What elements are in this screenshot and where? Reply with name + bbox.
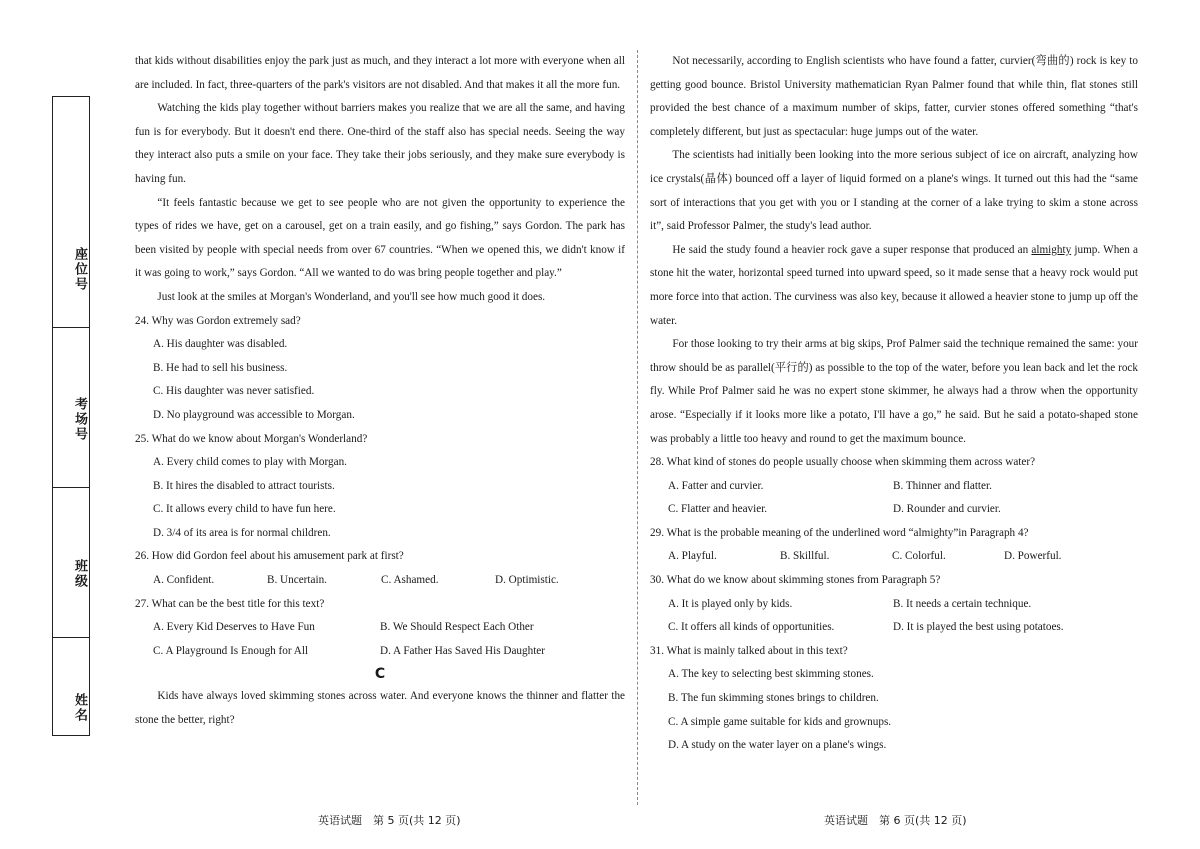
option-28a: A. Fatter and curvier. — [668, 479, 764, 492]
option-30b: B. It needs a certain technique. — [893, 597, 1032, 610]
options-27-row1 — [153, 616, 625, 640]
question-24: 24. Why was Gordon extremely sad? — [135, 314, 301, 327]
option-24c: C. His daughter was never satisfied. — [153, 385, 315, 398]
option-28c: C. Flatter and heavier. — [668, 503, 768, 516]
option-25a: A. Every child comes to play with Morgan. — [153, 456, 347, 469]
question-26: 26. How did Gordon feel about his amusement park at first? — [135, 550, 404, 563]
option-29c: C. Colorful. — [892, 550, 946, 563]
binding-divider — [53, 637, 89, 638]
options-29 — [668, 545, 1138, 569]
passage-paragraph — [650, 239, 1138, 333]
section-heading: C — [374, 666, 386, 683]
option-31c: C. A simple game suitable for kids and grownups. — [668, 715, 892, 728]
option-26d: D. Optimistic. — [495, 574, 559, 587]
option-26b: B. Uncertain. — [267, 574, 327, 587]
passage-paragraph: For those looking to try their arms at big skips, Prof Palmer said the technique remained the same: your throw should be as parallel(平行的) as possible to the top of the water, before you lean back and let the rock fly. While Prof Palmer said he was no expert stone skimmer, he always had a throw when the opportunity arose. “Especially if it looks more like a potato, I'll have a go,” he said. But he said a potato-shaped stone was probably a little too heavy and round to get the maximum bounce. — [650, 338, 1138, 445]
question-29: 29. What is the probable meaning of the underlined word “almighty”in Paragraph 4? — [650, 526, 1029, 539]
option-29d: D. Powerful. — [1004, 550, 1062, 563]
option-31d: D. A study on the water layer on a plane's wings. — [668, 739, 887, 752]
option-30a: A. It is played only by kids. — [668, 597, 793, 610]
options-30-row1 — [668, 593, 1138, 617]
class-label: 班级 — [72, 559, 87, 589]
option-31a: A. The key to selecting best skimming stones. — [668, 668, 874, 681]
options-30-row2 — [668, 616, 1138, 640]
passage-paragraph: Watching the kids play together without barriers makes you realize that we are all the same, and having fun is for everybody. But it doesn't end there. One-third of the staff also has special needs. Seeing the way they interact also puts a smile on your face. They take their jobs seriously, and they make sure everybody is having fun. — [135, 102, 625, 185]
passage-paragraph: The scientists had initially been looking into the more serious subject of ice on aircraft, analyzing how ice crystals(晶体) bounced off a layer of liquid formed on a plane's wings. It turned out this had the “same sort of interactions that you get with you or I standing at the corner of a lake trying to skim a stone across it”, said Professor Palmer, the study's lead author. — [650, 149, 1138, 233]
passage-paragraph: Not necessarily, according to English scientists who have found a fatter, curvier(弯曲的) rock is key to getting good bounce. Bristol University mathematician Ryan Palmer found that while thin, flat stones still provided the best chance of a maximum number of skips, fatter, curvier stones offered something “that's completely different, but just as spectacular: huge jumps out of the water. — [650, 55, 1138, 138]
option-26a: A. Confident. — [153, 574, 215, 587]
exam-room-label: 考场号 — [72, 397, 87, 442]
option-24b: B. He had to sell his business. — [153, 361, 288, 374]
options-28-row1 — [668, 475, 1138, 499]
question-27: 27. What can be the best title for this text? — [135, 597, 325, 610]
option-30d: D. It is played the best using potatoes. — [893, 621, 1064, 634]
page-footer-right: 英语试题 第 6 页(共 12 页) — [824, 814, 967, 827]
option-27a: A. Every Kid Deserves to Have Fun — [153, 621, 315, 634]
question-28: 28. What kind of stones do people usually choose when skimming them across water? — [650, 456, 1036, 469]
option-31b: B. The fun skimming stones brings to children. — [668, 692, 879, 705]
option-26c: C. Ashamed. — [381, 574, 439, 587]
column-divider — [637, 50, 638, 805]
page-footer-left: 英语试题 第 5 页(共 12 页) — [318, 814, 461, 827]
passage-paragraph: “It feels fantastic because we get to see people who are not given the opportunity to experience the types of rides we have, get on a carousel, get on a train easily, and go fishing,” says Gordon. The park has been visited by people with special needs from over 67 countries. “When we opened this, we didn't know if it was going to work,” says Gordon. “All we wanted to do was bring people together and play.” — [135, 196, 625, 280]
option-27b: B. We Should Respect Each Other — [380, 621, 534, 634]
options-27-row2 — [153, 640, 625, 664]
option-28d: D. Rounder and curvier. — [893, 503, 1001, 516]
passage-paragraph: that kids without disabilities enjoy the park just as much, and they interact a lot more with everyone when all are included. In fact, three-quarters of the park's visitors are not disabled. And that makes it all the more fun. — [135, 55, 625, 91]
name-label: 姓名 — [72, 693, 87, 723]
question-25: 25. What do we know about Morgan's Wonderland? — [135, 432, 368, 445]
option-25d: D. 3/4 of its area is for normal children. — [153, 526, 331, 539]
options-28-row2 — [668, 498, 1138, 522]
right-page-column — [650, 50, 1138, 758]
binding-divider — [53, 487, 89, 488]
option-24a: A. His daughter was disabled. — [153, 338, 288, 351]
binding-strip — [52, 96, 90, 736]
option-29b: B. Skillful. — [780, 550, 830, 563]
option-24d: D. No playground was accessible to Morgan. — [153, 408, 355, 421]
options-26 — [153, 569, 625, 593]
passage-text: jump. When a stone hit the water, horizontal speed turned into upward speed, so it made sense that a heavy rock would put more force into that action. The curviness was also key, because it allowed a heavier stone to jump up off the water. — [650, 243, 1139, 327]
passage-text: He said the study found a heavier rock gave a super response that produced an — [672, 243, 1029, 256]
underlined-word: almighty — [1031, 243, 1072, 256]
option-28b: B. Thinner and flatter. — [893, 479, 992, 492]
left-page-column — [135, 50, 625, 733]
question-31: 31. What is mainly talked about in this text? — [650, 644, 848, 657]
option-25c: C. It allows every child to have fun here. — [153, 503, 336, 516]
option-27c: C. A Playground Is Enough for All — [153, 644, 309, 657]
option-27d: D. A Father Has Saved His Daughter — [380, 644, 545, 657]
binding-divider — [53, 327, 89, 328]
option-29a: A. Playful. — [668, 550, 717, 563]
option-25b: B. It hires the disabled to attract tourists. — [153, 479, 335, 492]
passage-paragraph: Just look at the smiles at Morgan's Wonderland, and you'll see how much good it does. — [157, 290, 546, 303]
option-30c: C. It offers all kinds of opportunities. — [668, 621, 835, 634]
seat-number-label: 座位号 — [72, 247, 87, 292]
question-30: 30. What do we know about skimming stones from Paragraph 5? — [650, 574, 941, 587]
passage-paragraph: Kids have always loved skimming stones across water. And everyone knows the thinner and flatter the stone the better, right? — [135, 690, 625, 727]
